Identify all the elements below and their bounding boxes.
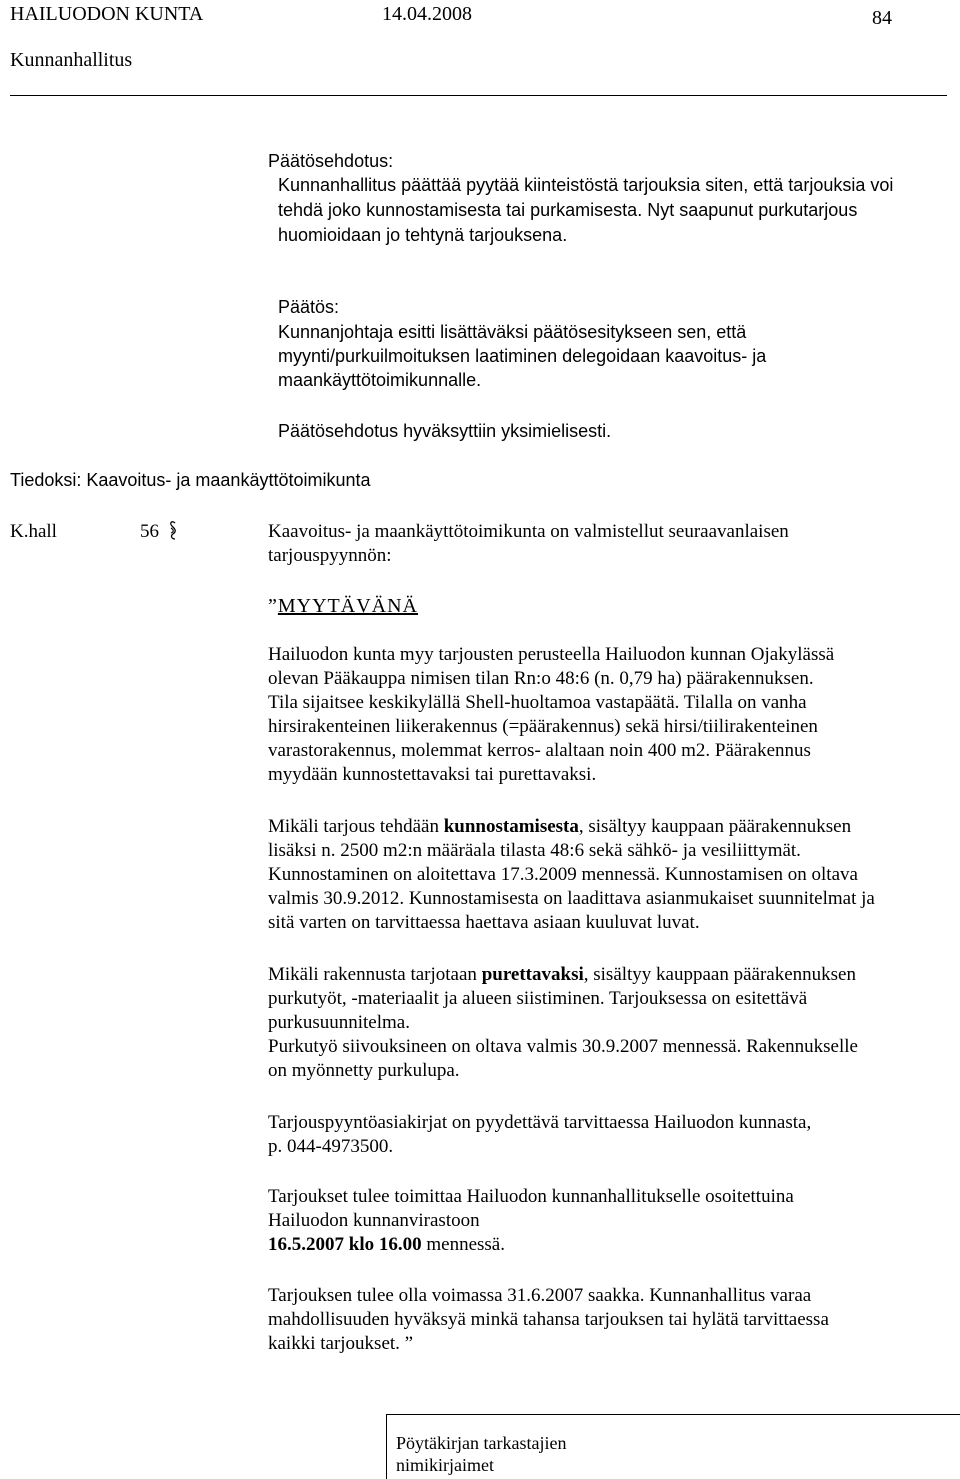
paragraph-4 (268, 1111, 811, 1159)
headline-text: MYYTÄVÄNÄ (277, 595, 418, 617)
p1-line: varastorakennus, molemmat kerros- alaltaan noin 400 m2. Päärakennus (268, 740, 811, 761)
header-date: 14.04.2008 (382, 3, 472, 25)
p3-keyword: purettavaksi (481, 964, 584, 985)
footer-line: nimikirjaimet (396, 1455, 494, 1475)
paragraph-6 (268, 1284, 829, 1356)
p4-line: p. 044-4973500. (268, 1136, 394, 1157)
p2-line (268, 815, 875, 839)
close-quote: ” (404, 1333, 414, 1354)
p3-text: Mikäli rakennusta tarjotaan (268, 964, 482, 985)
section-sign-icon (168, 520, 178, 542)
p1-line: myydään kunnostettavaksi tai purettavaksi. (268, 764, 597, 785)
p6-last: kaikki tarjoukset. (268, 1333, 400, 1354)
decision-heading: Päätös: (278, 297, 340, 317)
p1-line: hirsirakenteinen liikerakennus (=päärakennus) sekä hirsi/tiilirakenteinen (268, 716, 818, 737)
p6-line: mahdollisuuden hyväksyä minkä tahansa tarjouksen tai hylätä tarvittaessa (268, 1309, 829, 1330)
p4-line: Tarjouspyyntöasiakirjat on pyydettävä tarvittaessa Hailuodon kunnasta, (268, 1112, 812, 1133)
p1-line: Tila sijaitsee keskikylällä Shell-huoltamoa vastapäätä. Tilalla on vanha (268, 692, 807, 713)
proposal-line: Kunnanhallitus päättää pyytää kiinteistöstä tarjouksia siten, että tarjouksia voi (278, 175, 894, 195)
item-ref: K.hall (10, 521, 57, 542)
decision-line: maankäyttötoimikunnalle. (278, 370, 482, 390)
p3-line: purkutyöt, -materiaalit ja alueen siistiminen. Tarjouksessa on esitettävä (268, 988, 808, 1009)
page-number: 84 (872, 7, 892, 29)
paragraph-1 (268, 643, 834, 787)
p5-line: Hailuodon kunnanvirastoon (268, 1210, 480, 1231)
p2-line: Kunnostaminen on aloitettava 17.3.2009 mennessä. Kunnostamisen on oltava (268, 864, 858, 885)
p1-line: olevan Pääkauppa nimisen tilan Rn:o 48:6 (n. 0,79 ha) päärakennuksen. (268, 668, 814, 689)
p1-line: Hailuodon kunta myy tarjousten perusteella Hailuodon kunnan Ojakylässä (268, 644, 835, 665)
approval-text: Päätösehdotus hyväksyttiin yksimielisesti. (278, 421, 612, 441)
p3-line: purkusuunnitelma. (268, 1012, 410, 1033)
decision-text (278, 320, 766, 392)
proposal-heading: Päätösehdotus: (268, 151, 394, 171)
p5-line (268, 1233, 794, 1257)
deadline-rest: mennessä. (421, 1234, 505, 1255)
intro-line: tarjouspyynnön: (268, 545, 392, 566)
p2-keyword: kunnostamisesta (443, 816, 579, 837)
p3-line: on myönnetty purkulupa. (268, 1060, 460, 1081)
proposal-text (278, 173, 893, 248)
p2-text: Mikäli tarjous tehdään (268, 816, 444, 837)
p6-line (268, 1332, 829, 1356)
proposal-line: huomioidaan jo tehtynä tarjouksena. (278, 225, 568, 245)
footer-line: Pöytäkirjan tarkastajien (396, 1433, 567, 1453)
item-intro (268, 520, 789, 568)
p3-line (268, 963, 858, 987)
decision-line: myynti/purkuilmoituksen laatiminen delegoidaan kaavoitus- ja (278, 346, 767, 366)
p2-line: valmis 30.9.2012. Kunnostamisesta on laadittava asianmukaiset suunnitelmat ja (268, 888, 875, 909)
headline (268, 594, 418, 618)
p2-line: sitä varten on tarvittaessa haettava asiaan kuuluvat luvat. (268, 912, 700, 933)
proposal-line: tehdä joko kunnostamisesta tai purkamisesta. Nyt saapunut purkutarjous (278, 200, 858, 220)
intro-line: Kaavoitus- ja maankäyttötoimikunta on valmistellut seuraavanlaisen (268, 521, 789, 542)
header-body: Kunnanhallitus (10, 49, 133, 71)
deadline: 16.5.2007 klo 16.00 (268, 1234, 422, 1255)
item-number: 56 (140, 521, 159, 542)
open-quote: ” (268, 595, 278, 617)
footer-label (396, 1432, 566, 1476)
header-municipality: HAILUODON KUNTA (10, 3, 204, 25)
decision-line: Kunnanjohtaja esitti lisättäväksi päätösesitykseen sen, että (278, 322, 747, 342)
paragraph-5 (268, 1185, 794, 1257)
p3-line: Purkutyö siivouksineen on oltava valmis 30.9.2007 mennessä. Rakennukselle (268, 1036, 858, 1057)
p6-line: Tarjouksen tulee olla voimassa 31.6.2007 saakka. Kunnanhallitus varaa (268, 1285, 812, 1306)
paragraph-2 (268, 815, 875, 935)
p2-text: , sisältyy kauppaan päärakennuksen (578, 816, 852, 837)
paragraph-3 (268, 963, 858, 1083)
header-rule (10, 95, 947, 96)
notice-text: Tiedoksi: Kaavoitus- ja maankäyttötoimikunta (10, 470, 371, 490)
p2-line: lisäksi n. 2500 m2:n määräala tilasta 48:6 sekä sähkö- ja vesiliittymät. (268, 840, 801, 861)
p3-text: , sisältyy kauppaan päärakennuksen (583, 964, 856, 985)
p5-line: Tarjoukset tulee toimittaa Hailuodon kunnanhallitukselle osoitettuina (268, 1186, 794, 1207)
